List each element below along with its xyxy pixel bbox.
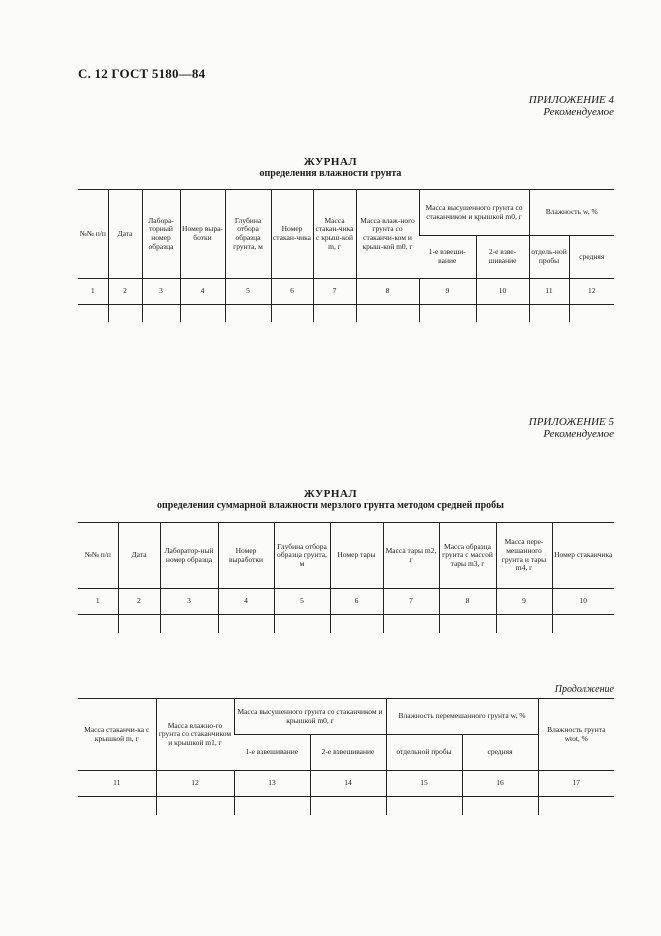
appendix4-label: ПРИЛОЖЕНИЕ 4 (528, 94, 614, 106)
col-moisture-average-header: средняя (462, 735, 538, 771)
col-number: 1 (78, 589, 118, 615)
col-excavation-header: Номер выра-ботки (180, 190, 225, 279)
col-number: 12 (569, 279, 614, 305)
col-moisture-group-header: Влажность перемешанного грунта w, % (386, 699, 538, 735)
col-number: 8 (439, 589, 496, 615)
col-number: 11 (78, 771, 156, 797)
col-sample-mass-header: Масса образца грунта с массой тары m3, г (439, 523, 496, 589)
appendix5-heading (529, 416, 614, 440)
appendix4-title-block (0, 156, 661, 180)
col-number: 12 (156, 771, 234, 797)
col-number: 3 (160, 589, 218, 615)
col-excavation-header: Номер выработки (218, 523, 274, 589)
col-tare-mass-header: Масса тары m2, г (383, 523, 439, 589)
col-moisture-sample-header: отдельной пробы (386, 735, 462, 771)
col-moisture-sample-header: отдель-ной пробы (529, 236, 569, 279)
col-number: 2 (108, 279, 142, 305)
col-cup-number-header: Номер стакан-чика (271, 190, 313, 279)
col-cup-mass-header: Масса стакан-чика с крыш-кой m, г (313, 190, 356, 279)
col-number: 8 (356, 279, 419, 305)
col-number: 5 (225, 279, 271, 305)
col-number: 4 (180, 279, 225, 305)
col-number: 10 (552, 589, 614, 615)
col-number: 16 (462, 771, 538, 797)
col-number: 7 (383, 589, 439, 615)
journal-title: ЖУРНАЛ (303, 156, 358, 168)
page-header: С. 12 ГОСТ 5180—84 (78, 66, 206, 81)
col-number: 9 (419, 279, 476, 305)
col-number: 4 (218, 589, 274, 615)
empty-data-row (78, 797, 614, 815)
journal-title: ЖУРНАЛ (303, 488, 358, 500)
col-number: 6 (271, 279, 313, 305)
col-depth-header: Глубина отбора образца грунта, м (274, 523, 330, 589)
col-number: 10 (476, 279, 529, 305)
col-weighing2-header: 2-е взве-шивание (476, 236, 529, 279)
col-number: 1 (78, 279, 108, 305)
appendix4-status: Рекомендуемое (543, 106, 614, 118)
continuation-label: Продолжение (554, 684, 614, 695)
journal-subtitle: определения суммарной влажности мерзлого грунта методом средней пробы (157, 500, 504, 511)
journal-table-5-continuation (78, 698, 614, 815)
col-weighing1-header: 1-е взвешивание (245, 747, 299, 757)
col-number: 17 (538, 771, 614, 797)
col-lab-number-header: Лаборатор-ный номер образца (160, 523, 218, 589)
col-weighing1-header: 1-е взвеши-вание (428, 247, 466, 265)
col-number: 7 (313, 279, 356, 305)
col-cup-mass-header: Масса стаканчи-ка с крышкой m, г (78, 699, 156, 771)
col-number: 2 (118, 589, 160, 615)
journal-table-4 (78, 189, 614, 322)
col-number-header: №№ п/п (78, 190, 108, 279)
col-number: 3 (142, 279, 180, 305)
col-dry-mass-group-header: Масса высушенного грунта со стаканчиком и крышкой m0, г (419, 190, 529, 236)
appendix5-label: ПРИЛОЖЕНИЕ 5 (528, 416, 614, 428)
col-number: 9 (496, 589, 552, 615)
appendix5-title-block (0, 488, 661, 512)
journal-subtitle: определения влажности грунта (259, 168, 402, 179)
col-number: 6 (330, 589, 383, 615)
col-dry-mass-group-header: Масса высушенного грунта со стаканчиком и крышкой m0, г (234, 699, 386, 735)
col-weighing2-header: 2-е взвешивание (310, 735, 386, 771)
col-cup-number-header: Номер стаканчика (552, 523, 614, 589)
col-moisture-average-header: средняя (569, 236, 614, 279)
col-wet-mass-header: Масса влажно-го грунта со стаканчиком и крышкой m1, г (156, 699, 234, 771)
empty-data-row (78, 615, 614, 633)
appendix4-heading (529, 94, 614, 118)
col-moisture-group-header: Влажность w, % (529, 190, 614, 236)
col-date-header: Дата (118, 523, 160, 589)
col-lab-number-header: Лабора-торный номер образца (142, 190, 180, 279)
col-number: 13 (234, 771, 310, 797)
col-wet-mass-header: Масса влаж-ного грунта со стаканчи-ком и крыш-кой m0, г (356, 190, 419, 279)
col-tare-number-header: Номер тары (330, 523, 383, 589)
col-date-header: Дата (108, 190, 142, 279)
col-number: 14 (310, 771, 386, 797)
journal-table-5 (78, 522, 614, 633)
appendix5-status: Рекомендуемое (543, 428, 614, 440)
col-mixed-mass-header: Масса пере-мешанного грунта и тары m4, г (496, 523, 552, 589)
col-depth-header: Глубина отбора образца грунта, м (225, 190, 271, 279)
col-number: 11 (529, 279, 569, 305)
empty-data-row (78, 305, 614, 322)
col-total-moisture-header: Влажность грунта wtot, % (538, 699, 614, 771)
col-number: 15 (386, 771, 462, 797)
col-number: 5 (274, 589, 330, 615)
col-number-header: №№ п/п (78, 523, 118, 589)
